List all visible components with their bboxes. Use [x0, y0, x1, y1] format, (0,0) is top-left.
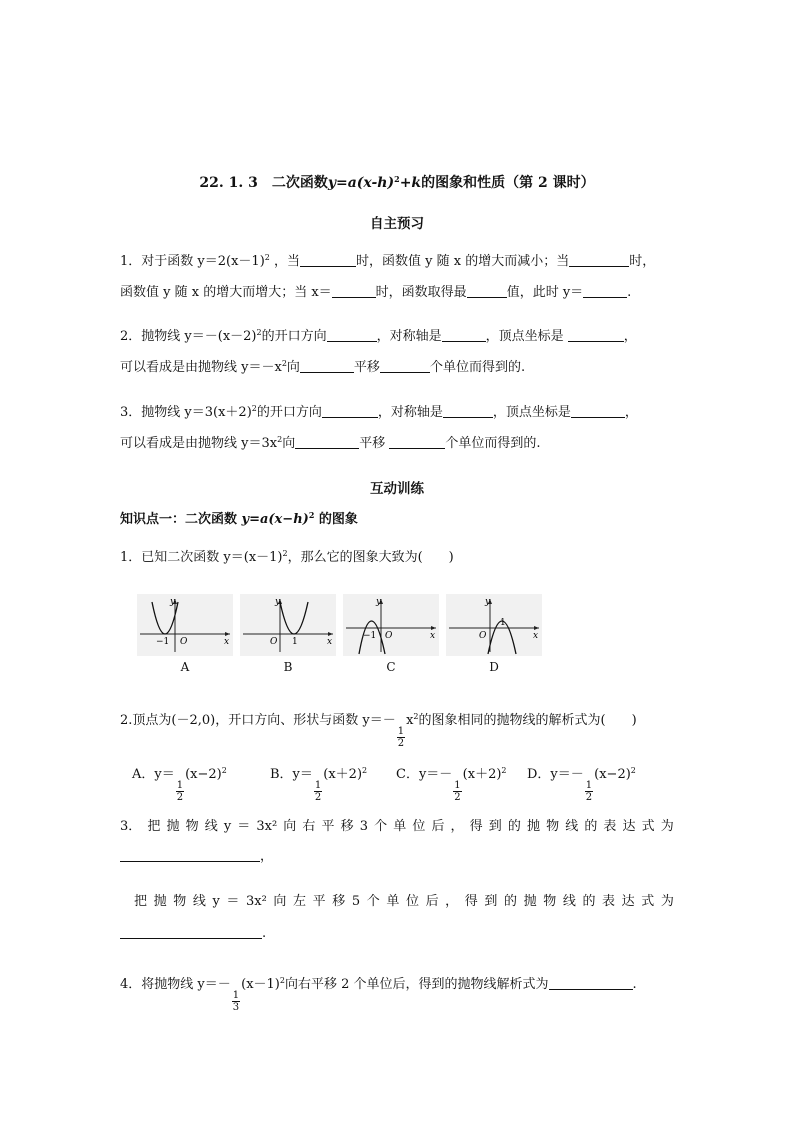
answer-blank[interactable] [443, 405, 493, 418]
fraction: $\frac{1}{2}$ [314, 780, 322, 803]
graph-b-caption: B [283, 660, 293, 674]
answer-blank[interactable] [300, 360, 354, 373]
graph-d-caption: D [489, 660, 499, 674]
answer-blank[interactable] [549, 977, 633, 990]
graph-c-background [343, 594, 439, 656]
fraction: $\frac{1}{3}$ [232, 990, 240, 1013]
fraction: $\frac{1}{2}$ [397, 726, 405, 749]
option-b[interactable]: B．y＝ $\frac{1}{2}$ $(x+2)^2$ [270, 766, 368, 803]
graph-b-svg [240, 594, 336, 656]
answer-blank[interactable] [332, 285, 376, 298]
answer-blank[interactable] [295, 436, 359, 449]
graph-c-origin-label: O [385, 631, 393, 641]
title-exponent: 2 [394, 174, 400, 184]
option-c[interactable]: C．y＝－ $\frac{1}{2}$ $(x+2)^2$ [396, 766, 507, 803]
practice-q3-line3: 把 抛 物 线 y ＝ 3x² 向 左 平 移 5 个 单 位 后 ， 得 到 的 抛 物 线 的 表 达 式 为 [134, 894, 674, 909]
answer-blank[interactable] [120, 849, 260, 862]
graph-d-svg [446, 594, 542, 656]
answer-blank[interactable] [571, 405, 625, 418]
graph-b-x-label: x [327, 637, 333, 647]
graph-b-y-label: y [275, 597, 281, 607]
graph-option-a[interactable] [137, 594, 233, 656]
fraction: $\frac{1}{2}$ [585, 780, 593, 803]
answer-blank[interactable] [583, 285, 627, 298]
preview-q1-line2: 函数值 y 随 x 的增大而增大；当 x＝ 时，函数取得最 值，此时 y＝ . [120, 285, 632, 300]
title-k: +k [399, 175, 422, 191]
page-title [0, 172, 794, 192]
graph-c-y-label: y [376, 597, 382, 607]
fraction: $\frac{1}{2}$ [176, 780, 184, 803]
graph-d-origin-label: O [479, 631, 487, 641]
practice-q4: 4．将抛物线 y＝－ $\frac{1}{3}$ $(x-1)^2$向右平移 2 个单位后，得到的抛物线解析式为 . [120, 976, 637, 1013]
answer-blank[interactable] [380, 360, 430, 373]
fraction: $\frac{1}{2}$ [454, 780, 461, 803]
graph-a-origin-label: O [180, 637, 188, 647]
practice-q3-line1: 3． 把 抛 物 线 y ＝ 3x² 向 右 平 移 3 个 单 位 后 ， 得 到 的 抛 物 线 的 表 达 式 为 [120, 819, 674, 834]
title-function: y=a(x-h) [327, 175, 395, 191]
title-prefix: 22. 1. 3 二次函数 [199, 175, 328, 191]
practice-q3-line4: . [120, 925, 266, 943]
graph-option-d[interactable] [446, 594, 542, 656]
graph-b-origin-label: O [270, 637, 278, 647]
graph-option-b[interactable] [240, 594, 336, 656]
preview-q3-line2: 可以看成是由抛物线 $y=3x^2$向 平移 个单位而得到的. [120, 435, 541, 451]
answer-blank[interactable] [467, 285, 507, 298]
preview-q3-line1: 3．抛物线 $y=3(x+2)^2$的开口方向 ，对称轴是 ，顶点坐标是 ， [120, 404, 638, 420]
answer-blank[interactable] [442, 329, 486, 342]
practice-q3-line2: ， [120, 848, 273, 866]
answer-blank[interactable] [568, 329, 624, 342]
graph-c-svg [343, 594, 439, 656]
answer-blank[interactable] [389, 436, 445, 449]
graph-a-tick-label: −1 [156, 637, 170, 647]
section-heading-preview: 自主预习 [370, 216, 424, 232]
answer-blank[interactable] [322, 405, 378, 418]
graph-b-background [240, 594, 336, 656]
answer-blank[interactable] [300, 254, 356, 267]
answer-blank[interactable] [569, 254, 629, 267]
practice-q2: 2.顶点为(－2,0)，开口方向、形状与函数 y＝－ $\frac{1}{2}$ $x^2$的图象相同的抛物线的解析式为( ) [120, 712, 637, 749]
preview-q1-line1: 1．对于函数 $y=2(x-1)^2$ ，当 时，函数值 y 随 x 的增大而减小；当 时， [120, 253, 656, 269]
graph-a-x-label: x [224, 637, 230, 647]
preview-q2-line1: 2．抛物线 $y=-(x-2)^2$的开口方向 ，对称轴是 ，顶点坐标是 ， [120, 328, 637, 344]
preview-q2-line2: 可以看成是由抛物线 $y=-x^2$向 平移 个单位而得到的. [120, 359, 526, 375]
answer-blank[interactable] [327, 329, 377, 342]
knowledge-point-heading: 知识点一：二次函数 $y=a(x-h)^2$ 的图象 [120, 510, 358, 527]
graph-d-x-label: x [533, 631, 539, 641]
title-rest: 的图象和性质（第 2 课时） [421, 175, 595, 191]
practice-q1: 1．已知二次函数 $y=(x-1)^2$，那么它的图象大致为( ) [120, 549, 454, 565]
graph-c-x-label: x [430, 631, 436, 641]
option-d[interactable]: D．y＝－ $\frac{1}{2}$ $(x-2)^2$ [527, 766, 636, 803]
option-a[interactable]: A．y＝ $\frac{1}{2}$ $(x-2)^2$ [132, 766, 227, 803]
graph-option-c[interactable] [343, 594, 439, 656]
answer-blank[interactable] [120, 926, 262, 939]
graph-d-background [446, 594, 542, 656]
graph-c-tick-label: −1 [363, 631, 377, 641]
graph-c-caption: C [386, 660, 396, 674]
graph-a-svg [137, 594, 233, 656]
graph-d-y-label: y [485, 597, 491, 607]
section-heading-practice: 互动训练 [370, 481, 424, 497]
graph-b-tick-label: 1 [292, 637, 298, 647]
graph-a-caption: A [180, 660, 190, 674]
graph-a-y-label: y [170, 597, 176, 607]
graph-d-tick-label: 1 [500, 618, 506, 628]
